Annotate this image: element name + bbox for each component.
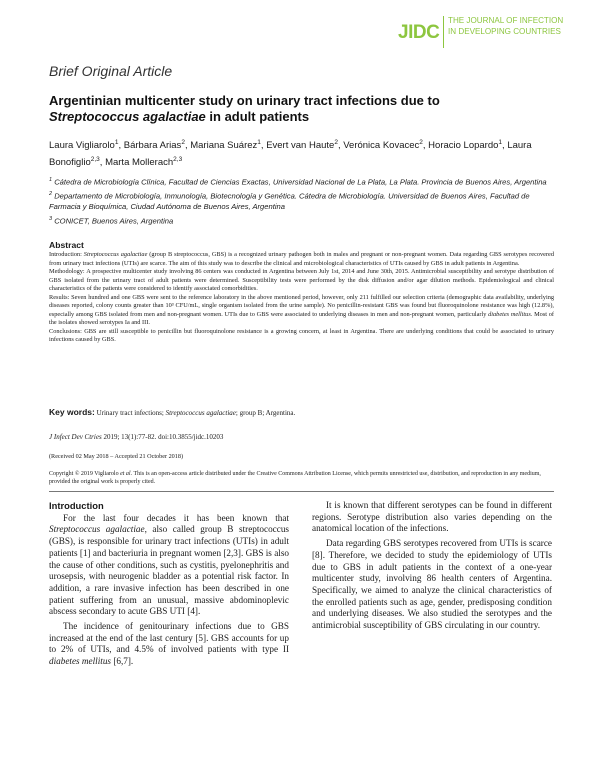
- author-affiliation-number: 1: [257, 139, 261, 146]
- author-affiliation-number: 2: [181, 139, 185, 146]
- author-separator: ,: [337, 140, 344, 152]
- affiliation-item: [49, 175, 554, 188]
- abstract-introduction: Introduction: Streptococcus agalactiae (group B streptococcus, GBS) is a recognized urinary pathogen both in males and pregnant or non-pregnant women. Data regarding GBS serotypes recovered from urinary tract infections (UTIs) are scarce. The aim of this study was to describe the clinical and microbiological characteristics of UTIs caused by GBS in adult patients in Argentina.: [49, 251, 554, 267]
- abstract-methodology: Methodology: A prospective multicenter study involving 86 centers was conducted in Argentina between July 1st, 2014 and June 30th, 2015. Antimicrobial susceptibility and serotype distribution of GBS isolated from the urinary tract of adult patients were determined. Susceptibility tests were performed by the disk diffusion and/or agar dilution methods. Epidemiological and clinical characteristics of the patients were considered to identify associated comorbidities.: [49, 268, 555, 292]
- author-list: [49, 136, 539, 170]
- author-separator: ,: [502, 140, 508, 152]
- author-affiliation-number: 1: [114, 139, 119, 146]
- title-line1: Argentinian multicenter study on urinary tract infections due to: [49, 93, 440, 108]
- journal-name: [448, 16, 563, 37]
- affiliations: [49, 175, 554, 228]
- author-name: Laura Vigliarolo: [49, 140, 115, 152]
- intro-paragraph-4: Data regarding GBS serotypes recovered from UTIs is scarce [8]. Therefore, we decided to study the epidemiology of UTIs due to GBS in adult patients in the context of a one-year multicenter study, involving 86 health centers of Argentina. Specifically, we aimed to analyze the clinical characteristics of the enrolled patients such as age, gender, predisposing condition and underlying diseases. We also studied the serotypes and the antimicrobial susceptibility of GBS circulating in our country.: [312, 538, 552, 631]
- copyright-notice: Copyright © 2019 Vigliarolo et al. This is an open-access article distributed under the Creative Commons Attribution License, which permits unrestricted use, distribution, and reproduction in any medium, provided the original work is properly cited.: [49, 471, 541, 486]
- citation: [49, 433, 223, 441]
- author-affiliation-number: 2,3: [90, 156, 100, 164]
- introduction-heading: Introduction: [49, 500, 104, 511]
- author-name: Evert van Haute: [266, 140, 335, 152]
- author-affiliation-number: 2,3: [173, 156, 183, 164]
- journal-name-line2: IN DEVELOPING COUNTRIES: [448, 26, 561, 36]
- affiliation-item: [49, 189, 554, 213]
- article-title: [49, 93, 519, 125]
- body-column-left: [49, 500, 289, 671]
- keywords-label: Key words:: [49, 407, 95, 417]
- abstract-results: Results: Seven hundred and one GBS were sent to the reference laboratory in the above mentioned period, however, only 211 fulfilled our selection criteria (demographic data availability, underlying diseases reported, colony counts greater than 10³ CFU/mL, single organism isolated from the urine sample). No penicillin-resistant GBS was found but fluoroquinolone resistance was high (12.8%), especially among GBS isolated from men and non-pregnant women. UTIs due to GBS were associated to underlying diseases in men and non-pregnant women, particularly diabetes mellitus. Most of the isolates showed serotypes Ia and III.: [49, 293, 555, 326]
- keywords: Key words: Urinary tract infections; Streptococcus agalactiae; group B; Argentina.: [49, 407, 296, 417]
- received-dates: (Received 02 May 2018 – Accepted 21 October 2018): [49, 453, 184, 460]
- abstract-heading: Abstract: [49, 240, 84, 250]
- intro-paragraph-3: It is known that different serotypes can be found in different regions. Serotype distribution also varies depending on the anatomical location of the infections.: [312, 500, 552, 534]
- affiliation-number: 3: [49, 215, 53, 222]
- abstract-conclusions: Conclusions: GBS are still susceptible to penicillin but fluoroquinolone resistance is a growing concern, at least in Argentina. There are underlying conditions that could be associated to urinary infections caused by GBS.: [49, 327, 555, 343]
- affiliation-number: 2: [49, 191, 53, 198]
- author-name: Mariana Suárez: [190, 140, 258, 152]
- affiliation-text: Cátedra de Microbiología Clínica, Facultad de Ciencias Exactas, Universidad Nacional de La Plata, La Plata. Provincia de Buenos Aires, Argentina: [54, 177, 547, 187]
- journal-logo-mark: JIDC: [398, 22, 440, 43]
- author-separator: ,: [422, 140, 429, 152]
- citation-details: 2019; 13(1):77-82. doi:10.3855/jidc.10203: [103, 433, 224, 441]
- author-name: Verónica Kovacec: [343, 140, 420, 152]
- journal-name-line1: THE JOURNAL OF INFECTION: [448, 16, 564, 25]
- author-affiliation-number: 1: [498, 139, 503, 146]
- intro-paragraph-1: For the last four decades it has been known that Streptococcus agalactiae, also called group B streptococcus (GBS), is responsible for urinary tract infections (UTIs) in adult patients [1] and bacteriuria in pregnant women [2,3]. GBS is also the cause of other conditions, such as cystitis, pyelonephritis and urosepsis, with neurogenic bladder as a potential risk factor. In addition, a rare invasive infection has been described in one patient suffering from an unusual, massive abdominoplevic abscess secondary to acute GBS UTI [4].: [49, 512, 290, 617]
- logo-divider: [443, 16, 444, 48]
- author-name: Bárbara Arias: [123, 140, 182, 152]
- article-type: Brief Original Article: [49, 63, 173, 79]
- affiliation-number: 1: [49, 177, 53, 183]
- author-separator: ,: [260, 140, 267, 152]
- author-name: Horacio Lopardo: [428, 140, 499, 152]
- author-separator: ,: [184, 140, 191, 152]
- section-divider: [49, 491, 554, 492]
- author-affiliation-number: 2: [334, 139, 338, 146]
- affiliation-item: [49, 214, 554, 227]
- title-species: Streptococcus agalactiae: [49, 109, 206, 124]
- citation-journal: J Infect Dev Ctries: [49, 433, 102, 441]
- intro-paragraph-2: The incidence of genitourinary infections due to GBS increased at the end of the last century [5]. GBS accounts for up to 2% of UTIs, and 4.5% of involved patients with type II diabetes mellitus [6,7].: [49, 621, 289, 667]
- author-affiliation-number: 2: [419, 139, 423, 146]
- author-separator: ,: [118, 140, 124, 152]
- abstract: [49, 240, 554, 345]
- body-column-right: [312, 500, 552, 635]
- author-name: Laura Bonofiglio: [49, 140, 532, 169]
- affiliation-text: Departamento de Microbiología, Inmunología, Biotecnología y Genética. Cátedra de Microbiología. Universidad de Buenos Aires, Facultad de Farmacia y Bioquímica, Ciudad Autónoma de Buenos Aires, Argentina: [49, 191, 530, 212]
- title-line2-rest: in adult patients: [205, 109, 310, 124]
- author-name: Marta Mollerach: [105, 157, 174, 169]
- author-separator: ,: [99, 157, 106, 169]
- affiliation-text: CONICET, Buenos Aires, Argentina: [54, 216, 174, 226]
